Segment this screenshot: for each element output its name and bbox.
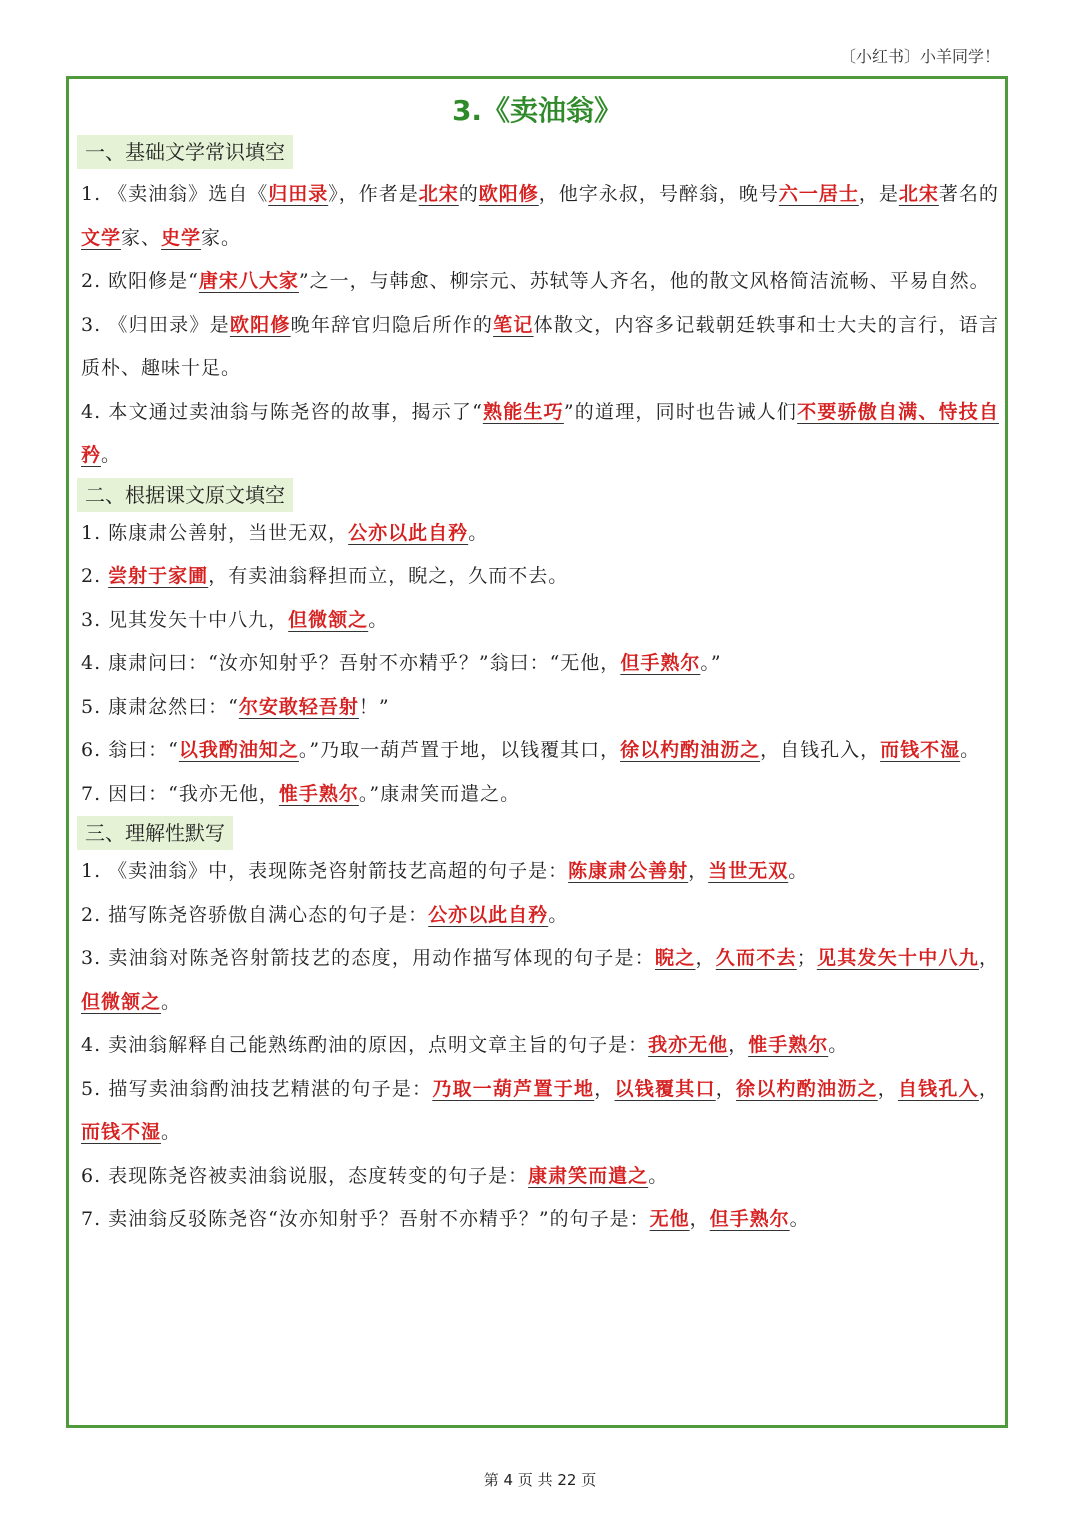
item-text: ， xyxy=(689,1208,710,1230)
item-text: 》，作者是 xyxy=(328,183,419,205)
item-text: 5. 康肃忿然曰：“ xyxy=(81,695,239,718)
item-text: 晚年辞官归隐后所作的 xyxy=(290,313,494,336)
answer-text: 惟手熟尔 xyxy=(278,782,359,805)
item-text: 6. 翁曰：“ xyxy=(81,739,179,761)
content-frame xyxy=(66,76,1008,1428)
item-list xyxy=(69,850,1005,1242)
item-text: ， xyxy=(715,1077,736,1100)
answer-text: 以我酌油知之 xyxy=(178,739,299,761)
answer-text: 尔安敢轻吾射 xyxy=(238,695,359,718)
item-text: 。 xyxy=(828,1034,849,1056)
item-text: 著名的 xyxy=(938,183,999,205)
item-text: 。 xyxy=(468,521,489,544)
list-item xyxy=(81,512,999,556)
list-item xyxy=(81,1024,999,1068)
item-list xyxy=(69,173,1005,478)
answer-text: 史学 xyxy=(161,226,202,249)
answer-text: 归田录 xyxy=(268,183,329,205)
answer-text: 北宋 xyxy=(418,183,459,205)
answer-text: 陈康肃公善射 xyxy=(568,860,689,882)
answer-text: 但手熟尔 xyxy=(709,1208,790,1230)
item-text: ， xyxy=(695,947,716,969)
item-text: 。”康肃笑而遣之。 xyxy=(358,782,521,805)
item-text: 4. 康肃问曰：“汝亦知射乎？吾射不亦精乎？”翁曰：“无他， xyxy=(81,652,621,674)
item-text: ”的道理，同时也告诫人们 xyxy=(563,400,798,423)
answer-text: 康肃笑而遣之 xyxy=(528,1164,649,1187)
list-item xyxy=(81,304,999,391)
list-item xyxy=(81,773,999,817)
list-item xyxy=(81,937,999,1024)
item-text: 1. 陈康肃公善射，当世无双， xyxy=(81,521,349,544)
answer-text: 文学 xyxy=(81,226,122,249)
answer-text: 但微颔之 xyxy=(81,990,162,1013)
item-text: ， xyxy=(978,1077,999,1100)
answer-text: 熟能生巧 xyxy=(482,400,564,423)
item-text: 3. 《归田录》是 xyxy=(81,313,230,336)
item-list xyxy=(69,512,1005,817)
answer-text: 自钱孔入 xyxy=(897,1077,979,1100)
item-text: 家。 xyxy=(201,226,242,249)
item-text: ， xyxy=(594,1077,615,1100)
item-text: 5. 描写卖油翁酌油技艺精湛的句子是： xyxy=(81,1077,433,1100)
list-item xyxy=(81,1198,999,1242)
item-text: 2. 描写陈尧咨骄傲自满心态的句子是： xyxy=(81,903,429,926)
item-text: 。” xyxy=(700,652,722,674)
answer-text: 而钱不湿 xyxy=(880,739,961,761)
item-text: 4. 卖油翁解释自己能熟练酌油的原因，点明文章主旨的句子是： xyxy=(81,1034,649,1056)
item-text: ，有卖油翁释担而立，睨之，久而不去。 xyxy=(208,565,569,587)
item-text: ， xyxy=(877,1077,898,1100)
answer-text: 笔记 xyxy=(493,313,534,336)
list-item xyxy=(81,173,999,260)
list-item xyxy=(81,391,999,478)
item-text: 。 xyxy=(161,990,182,1013)
item-text: 4. 本文通过卖油翁与陈尧咨的故事，揭示了“ xyxy=(81,400,483,423)
answer-text: 睨之 xyxy=(655,947,696,969)
section-heading: 二、根据课文原文填空 xyxy=(77,478,293,512)
item-text: 家、 xyxy=(121,226,162,249)
section-heading: 三、理解性默写 xyxy=(77,816,233,850)
list-item xyxy=(81,686,999,730)
item-text: 3. 见其发矢十中八九， xyxy=(81,608,289,631)
list-item xyxy=(81,1155,999,1199)
item-text: ，是 xyxy=(858,183,899,205)
item-text: 。”乃取一葫芦置于地，以钱覆其口， xyxy=(298,739,621,761)
item-text: 。 xyxy=(789,1208,810,1230)
answer-text: 欧阳修 xyxy=(478,183,539,205)
list-item xyxy=(81,894,999,938)
page-title: 3.《卖油翁》 xyxy=(451,94,623,127)
answer-text: 公亦以此自矜 xyxy=(348,521,469,544)
watermark-text: 〔小红书〕小羊同学！ xyxy=(839,47,1000,66)
list-item xyxy=(81,555,999,599)
section-1 xyxy=(69,135,1005,478)
list-item xyxy=(81,642,999,686)
item-text: ”之一，与韩愈、柳宗元、苏轼等人齐名，他的散文风格简洁流畅、平易自然。 xyxy=(298,270,990,292)
item-text: 。 xyxy=(161,1121,182,1143)
item-text: 。 xyxy=(101,444,122,466)
item-text: ！” xyxy=(358,695,390,718)
answer-text: 当世无双 xyxy=(708,860,789,882)
item-text: ， xyxy=(728,1034,749,1056)
section-heading: 一、基础文学常识填空 xyxy=(77,135,293,169)
answer-text: 徐以杓酌油沥之 xyxy=(735,1077,878,1100)
item-text: ， xyxy=(688,860,709,882)
answer-text: 六一居士 xyxy=(778,183,859,205)
answer-text: 无他 xyxy=(649,1208,690,1230)
list-item xyxy=(81,850,999,894)
answer-text: 惟手熟尔 xyxy=(748,1034,829,1056)
item-text: 7. 因曰：“我亦无他， xyxy=(81,782,279,805)
list-item xyxy=(81,260,999,304)
item-text: 1. 《卖油翁》中，表现陈尧咨射箭技艺高超的句子是： xyxy=(81,860,569,882)
item-text: 。 xyxy=(960,739,981,761)
item-text: 2. 欧阳修是“ xyxy=(81,270,199,292)
item-text: ，他字永叔，号醉翁，晚号 xyxy=(538,183,779,205)
answer-text: 唐宋八大家 xyxy=(198,270,299,292)
item-text: 3. 卖油翁对陈尧咨射箭技艺的态度，用动作描写体现的句子是： xyxy=(81,947,655,969)
list-item xyxy=(81,599,999,643)
item-text: 的 xyxy=(458,183,479,205)
answer-text: 而钱不湿 xyxy=(81,1121,162,1143)
page-number: 第 4 页 共 22 页 xyxy=(483,1471,597,1489)
item-text: 体散文，内容多记载朝廷轶事和士大夫的言行，语言质朴、趣味十足。 xyxy=(81,313,999,379)
answer-text: 尝射于家圃 xyxy=(108,565,209,587)
item-text: 。 xyxy=(368,608,389,631)
answer-text: 欧阳修 xyxy=(229,313,291,336)
section-3 xyxy=(69,816,1005,1242)
answer-text: 但微颔之 xyxy=(288,608,369,631)
item-text: 。 xyxy=(648,1164,669,1187)
list-item xyxy=(81,729,999,773)
item-text: 7. 卖油翁反驳陈尧咨“汝亦知射乎？吾射不亦精乎？”的句子是： xyxy=(81,1208,650,1230)
answer-text: 不要骄傲自满、恃技自矜 xyxy=(81,400,999,466)
list-item xyxy=(81,1068,999,1155)
item-text: ， xyxy=(978,947,999,969)
item-text: 6. 表现陈尧咨被卖油翁说服，态度转变的句子是： xyxy=(81,1164,529,1187)
answer-text: 公亦以此自矜 xyxy=(428,903,549,926)
item-text: ，自钱孔入， xyxy=(760,739,881,761)
answer-text: 久而不去 xyxy=(715,947,797,969)
item-text: 。 xyxy=(788,860,809,882)
answer-text: 徐以杓酌油沥之 xyxy=(620,739,761,761)
answer-text: 我亦无他 xyxy=(648,1034,729,1056)
item-text: 。 xyxy=(548,903,569,926)
answer-text: 但手熟尔 xyxy=(620,652,701,674)
section-2 xyxy=(69,478,1005,817)
item-text: 1. 《卖油翁》选自《 xyxy=(81,183,269,205)
answer-text: 以钱覆其口 xyxy=(614,1077,716,1100)
answer-text: 见其发矢十中八九 xyxy=(816,947,979,969)
item-text: ； xyxy=(796,947,817,969)
item-text: 2. xyxy=(81,565,109,587)
answer-text: 北宋 xyxy=(898,183,939,205)
answer-text: 乃取一葫芦置于地 xyxy=(432,1077,595,1100)
